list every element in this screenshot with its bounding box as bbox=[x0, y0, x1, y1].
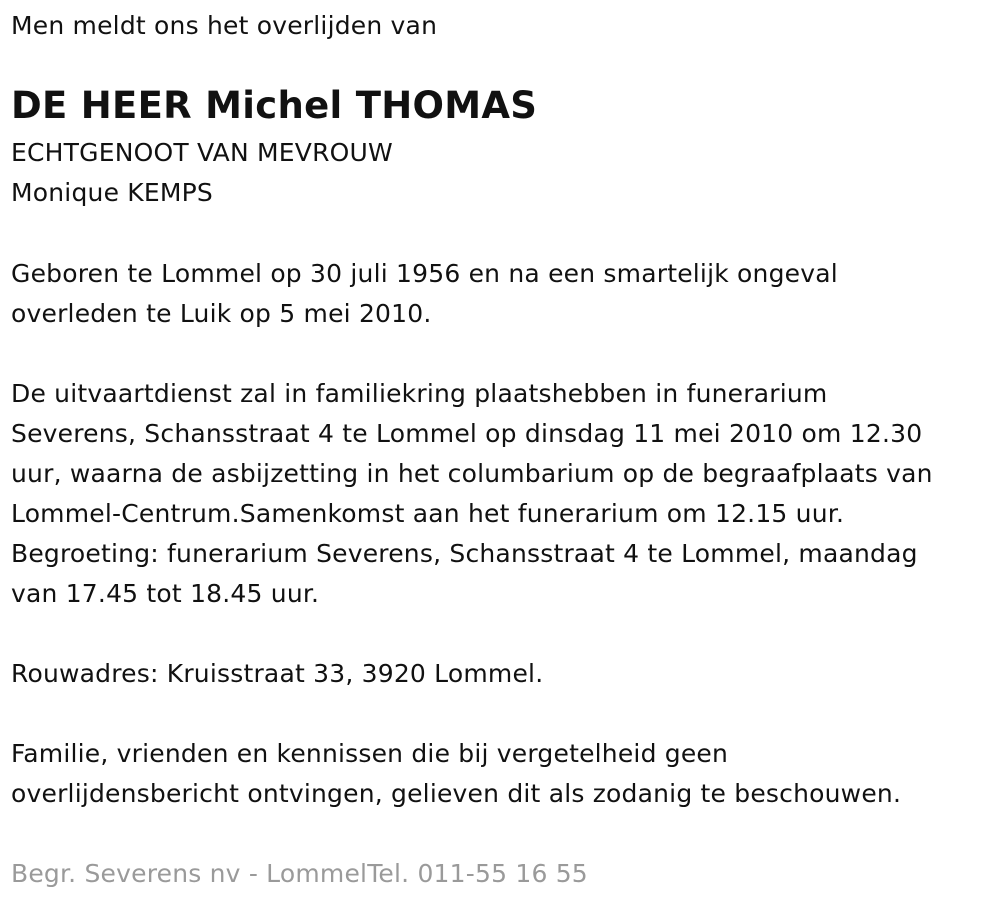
paragraph-line: van 17.45 tot 18.45 uur. bbox=[11, 579, 320, 608]
paragraph-line: uur, waarna de asbijzetting in het columbarium op de begraafplaats van bbox=[11, 459, 933, 488]
spouse-line: Monique KEMPS bbox=[11, 178, 214, 207]
funeral-home-footer: Begr. Severens nv - LommelTel. 011-55 16 55 bbox=[11, 859, 588, 888]
family-paragraph bbox=[11, 734, 901, 814]
address-line: Rouwadres: Kruisstraat 33, 3920 Lommel. bbox=[11, 659, 544, 688]
intro-text: Men meldt ons het overlijden van bbox=[11, 11, 438, 40]
address-paragraph bbox=[11, 654, 543, 694]
service-paragraph bbox=[11, 374, 933, 614]
birth-paragraph bbox=[11, 254, 838, 334]
paragraph-line: De uitvaartdienst zal in familiekring plaatshebben in funerarium bbox=[11, 379, 828, 408]
paragraph-line: Geboren te Lommel op 30 juli 1956 en na een smartelijk ongeval bbox=[11, 259, 838, 288]
deceased-name: DE HEER Michel THOMAS bbox=[11, 84, 538, 127]
paragraph-line: Familie, vrienden en kennissen die bij vergetelheid geen bbox=[11, 739, 729, 768]
paragraph-line: overlijdensbericht ontvingen, gelieven dit als zodanig te beschouwen. bbox=[11, 779, 902, 808]
paragraph-line: overleden te Luik op 5 mei 2010. bbox=[11, 299, 432, 328]
paragraph-line: Lommel-Centrum.Samenkomst aan het funerarium om 12.15 uur. bbox=[11, 499, 845, 528]
spouse-block bbox=[11, 133, 393, 213]
spouse-line: ECHTGENOOT VAN MEVROUW bbox=[11, 138, 393, 167]
paragraph-line: Severens, Schansstraat 4 te Lommel op dinsdag 11 mei 2010 om 12.30 bbox=[11, 419, 923, 448]
paragraph-line: Begroeting: funerarium Severens, Schansstraat 4 te Lommel, maandag bbox=[11, 539, 918, 568]
